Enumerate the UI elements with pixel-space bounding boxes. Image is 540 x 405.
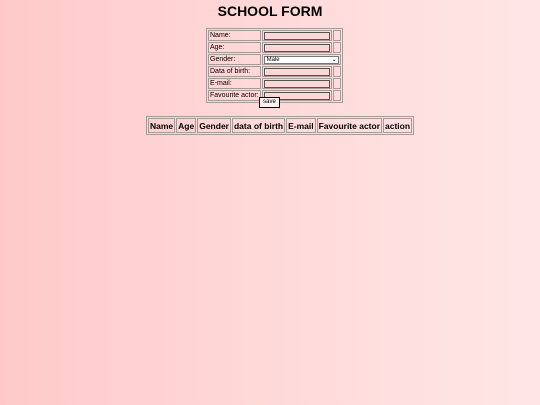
- column-header-action: action: [383, 118, 412, 133]
- column-header-age: Age: [176, 118, 196, 133]
- actor-label: Favourite actor:: [208, 90, 261, 101]
- form-row-name: [208, 30, 341, 41]
- gender-select[interactable]: [264, 56, 339, 64]
- age-extra-cell: [333, 42, 341, 53]
- column-header-gender: Gender: [197, 118, 231, 133]
- email-extra-cell: [333, 78, 341, 89]
- age-input[interactable]: [264, 44, 330, 52]
- gender-label: Gender:: [208, 54, 261, 65]
- actor-extra-cell: [333, 90, 341, 101]
- dob-extra-cell: [333, 66, 341, 77]
- column-header-actor: Favourite actor: [317, 118, 382, 133]
- dob-label: Data of birth:: [208, 66, 261, 77]
- name-extra-cell: [333, 30, 341, 41]
- school-form: [206, 28, 343, 103]
- name-input[interactable]: [264, 32, 330, 40]
- email-input[interactable]: [264, 80, 330, 88]
- chevron-down-icon: ⌄: [331, 56, 337, 63]
- page-title: SCHOOL FORM: [217, 3, 323, 19]
- table-header-row: [148, 118, 412, 133]
- form-row-gender: [208, 54, 341, 65]
- email-label: E-mail:: [208, 78, 261, 89]
- form-row-dob: [208, 66, 341, 77]
- column-header-name: Name: [148, 118, 175, 133]
- name-label: Name:: [208, 30, 261, 41]
- age-label: Age:: [208, 42, 261, 53]
- dob-input[interactable]: [264, 68, 330, 76]
- form-row-age: [208, 42, 341, 53]
- records-table: [146, 116, 414, 135]
- save-button[interactable]: save: [259, 97, 280, 108]
- column-header-email: E-mail: [286, 118, 316, 133]
- form-row-email: [208, 78, 341, 89]
- gender-selected-value: Male: [266, 56, 280, 63]
- column-header-dob: data of birth: [232, 118, 285, 133]
